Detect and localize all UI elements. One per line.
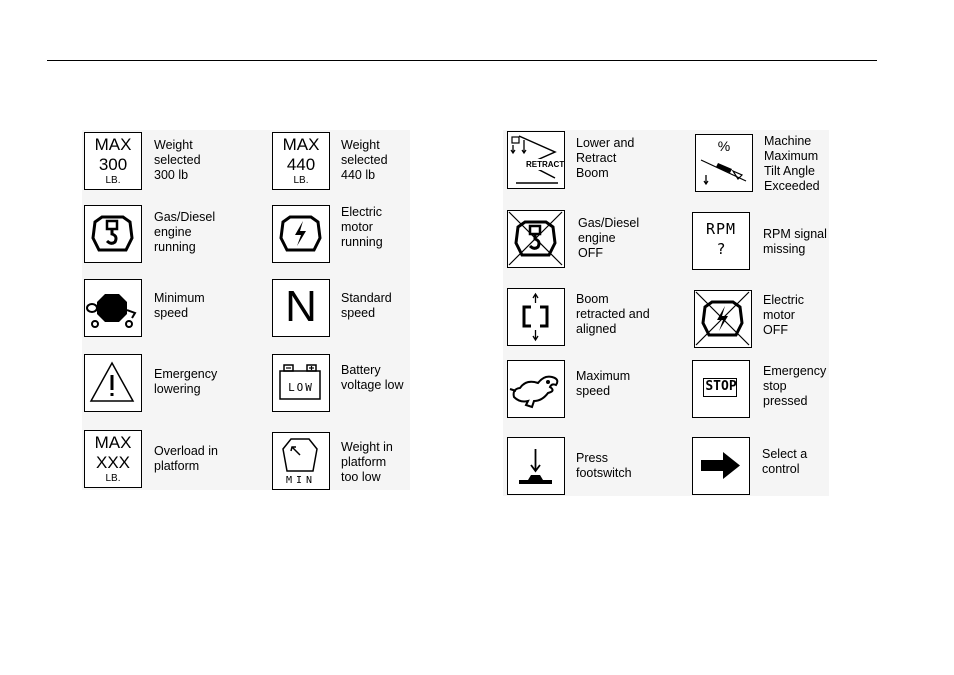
max-xxx-icon: [84, 430, 142, 488]
item-label: Minimum speed: [154, 291, 205, 320]
icon-text: 300: [98, 155, 128, 174]
icon-text: LB.: [105, 473, 121, 484]
icon-text: XXX: [95, 453, 131, 472]
max-440-icon: [272, 132, 330, 190]
icon-text: N: [285, 282, 317, 331]
icon-text: LB.: [293, 175, 309, 186]
stop-icon: [692, 360, 750, 418]
icon-text: %: [717, 138, 731, 154]
icon-text: LOW: [288, 381, 314, 394]
icon-text: MAX: [94, 433, 132, 452]
icon-text: LB.: [105, 175, 121, 186]
item-label: Standard speed: [341, 291, 392, 320]
item-label: Gas/Diesel engine running: [154, 210, 216, 254]
icon-text: RPM: [705, 220, 737, 238]
item-label: Machine Maximum Tilt Angle Exceeded: [764, 134, 820, 193]
electric-motor-icon: [272, 205, 330, 263]
rabbit-icon: [507, 360, 565, 418]
item-label: Electric motor OFF: [763, 293, 804, 337]
icon-text: 440: [286, 155, 316, 174]
item-label: Weight selected 440 lb: [341, 138, 388, 182]
item-label: Press footswitch: [576, 451, 632, 480]
tilt-angle-icon: [695, 134, 753, 192]
weight-min-icon: [272, 432, 330, 490]
boom-aligned-icon: [507, 288, 565, 346]
item-label: RPM signal missing: [763, 227, 827, 256]
arrow-right-icon: [692, 437, 750, 495]
icon-text: MAX: [282, 135, 320, 154]
engine-running-icon: [84, 205, 142, 263]
item-label: Weight selected 300 lb: [154, 138, 201, 182]
turtle-icon: [84, 279, 142, 337]
battery-low-icon: [272, 354, 330, 412]
electric-motor-off-icon: [694, 290, 752, 348]
item-label: Select a control: [762, 447, 808, 476]
icon-text: MIN: [285, 475, 317, 486]
item-label: Boom retracted and aligned: [576, 292, 650, 336]
max-300-icon: [84, 132, 142, 190]
standard-speed-icon: [272, 279, 330, 337]
item-label: Weight in platform too low: [341, 440, 393, 484]
warning-triangle-icon: [84, 354, 142, 412]
item-label: Gas/Diesel engine OFF: [578, 216, 640, 260]
item-label: Electric motor running: [341, 205, 383, 249]
icon-text: RETRACT: [526, 160, 565, 169]
engine-off-icon: [507, 210, 565, 268]
header-rule: [47, 60, 877, 61]
lower-retract-icon: [507, 131, 565, 189]
icon-text: STOP: [705, 379, 737, 394]
item-label: Battery voltage low: [341, 363, 404, 392]
item-label: Overload in platform: [154, 444, 218, 473]
rpm-icon: [692, 212, 750, 270]
item-label: Emergency lowering: [154, 367, 218, 396]
item-label: Maximum speed: [576, 369, 631, 398]
footswitch-icon: [507, 437, 565, 495]
item-label: Emergency stop pressed: [763, 364, 827, 408]
icon-text: MAX: [94, 135, 132, 154]
icon-text: ?: [716, 240, 726, 258]
item-label: Lower and Retract Boom: [576, 136, 635, 180]
